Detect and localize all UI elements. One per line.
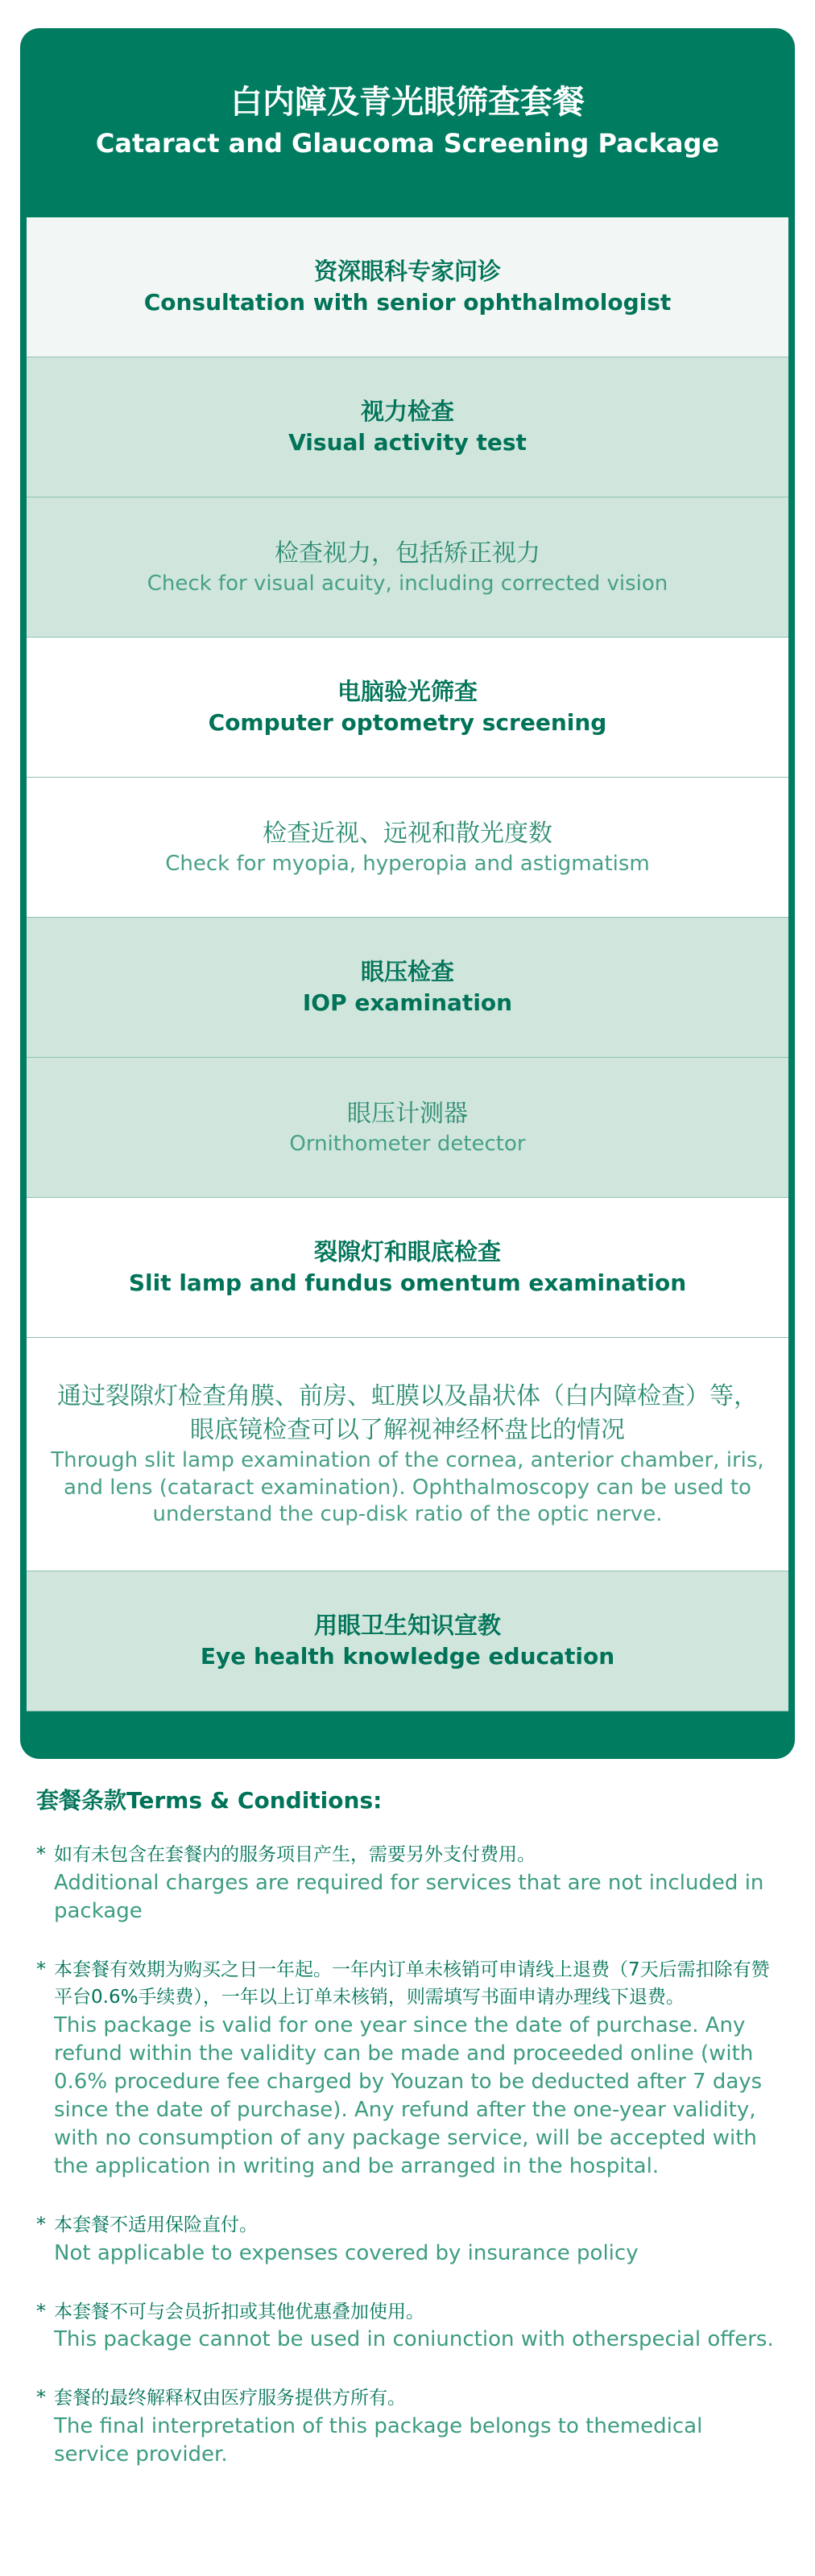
item-detail-en: Check for myopia, hyperopia and astigmatism (165, 851, 650, 876)
item-detail-en: Ornithometer detector (289, 1131, 526, 1156)
terms-section (36, 1783, 781, 2500)
item-detail-slit-lamp (27, 1338, 788, 1571)
item-title-zh: 眼压检查 (360, 958, 454, 986)
item-detail-optometry (27, 778, 788, 918)
term-text-en: The final interpretation of this package belongs to themedical service provider. (54, 2413, 703, 2467)
term-text-zh: 如有未包含在套餐内的服务项目产生，需要另外支付费用。 (54, 1844, 536, 1865)
item-title-zh: 视力检查 (360, 398, 454, 426)
item-title-zh: 电脑验光筛查 (337, 678, 478, 706)
item-detail-visual-test (27, 497, 788, 638)
item-title-en: Visual activity test (288, 429, 527, 456)
item-detail-en: Check for visual acuity, including corrected vision (147, 571, 668, 596)
item-row-visual-test (27, 357, 788, 497)
bullet-asterisk: * (36, 1957, 46, 1980)
term-item (36, 2211, 781, 2268)
item-title-zh: 资深眼科专家问诊 (313, 258, 501, 286)
bullet-asterisk: * (36, 2213, 46, 2236)
item-row-consultation (27, 217, 788, 357)
item-detail-zh: 检查视力，包括矫正视力 (275, 539, 540, 568)
item-row-iop (27, 918, 788, 1058)
bullet-asterisk: * (36, 2299, 46, 2322)
package-card (20, 28, 795, 1759)
term-item (36, 1956, 781, 2182)
item-detail-zh: 检查近视、远视和散光度数 (263, 819, 552, 848)
item-title-en: Slit lamp and fundus omentum examination (128, 1269, 687, 1297)
item-detail-zh: 通过裂隙灯检查角膜、前房、虹膜以及晶状体（白内障检查）等，眼底镜检查可以了解视神经杯盘比的情况 (57, 1381, 758, 1444)
bullet-asterisk: * (36, 2386, 46, 2409)
package-title-zh: 白内障及青光眼筛查套餐 (230, 84, 585, 122)
package-header (20, 28, 795, 215)
term-item (36, 1841, 781, 1926)
term-text-zh: 本套餐有效期为购买之日一年起。一年内订单未核销可申请线上退费（7天后需扣除有赞平台0.6%手续费），一年以上订单未核销，则需填写书面申请办理线下退费。 (54, 1959, 770, 2008)
item-title-en: Computer optometry screening (208, 709, 607, 737)
term-item (36, 2298, 781, 2355)
term-text-en: This package is valid for one year since the date of purchase. Any refund within the validity can be made and proceeded online (with 0.6% procedure fee charged by Youzan to be deducted after 7 days since the date of purchase). Any refund after the one-year validity, with no consumption of any package service, will be accepted with the application in writing and be arranged in the hospital. (54, 2013, 763, 2179)
item-title-en: Eye health knowledge education (200, 1643, 615, 1670)
package-items-table (27, 217, 788, 1711)
terms-title: 套餐条款Terms & Conditions: (36, 1787, 383, 1814)
bullet-asterisk: * (36, 1843, 46, 1865)
item-row-optometry (27, 638, 788, 778)
package-title-en: Cataract and Glaucoma Screening Package (95, 128, 720, 159)
item-title-zh: 裂隙灯和眼底检查 (313, 1238, 501, 1266)
item-title-en: IOP examination (302, 989, 513, 1017)
item-title-en: Consultation with senior ophthalmologist (143, 289, 672, 316)
term-text-zh: 套餐的最终解释权由医疗服务提供方所有。 (54, 2388, 406, 2409)
item-detail-iop (27, 1058, 788, 1198)
item-title-zh: 用眼卫生知识宣教 (313, 1612, 501, 1640)
term-text-en: Additional charges are required for services that are not included in package (54, 1870, 764, 1923)
term-text-en: This package cannot be used in coniunction with otherspecial offers. (54, 2327, 774, 2352)
term-text-zh: 本套餐不适用保险直付。 (54, 2215, 258, 2236)
item-detail-zh: 眼压计测器 (347, 1099, 468, 1128)
term-text-zh: 本套餐不可与会员折扣或其他优惠叠加使用。 (54, 2301, 424, 2322)
term-item (36, 2384, 781, 2469)
item-row-slit-lamp (27, 1198, 788, 1338)
item-detail-en: Through slit lamp examination of the cornea, anterior chamber, iris, and lens (cataract examination). Ophthalmoscopy can be used to understand the cup-disk ratio of the optic nerve. (51, 1447, 764, 1527)
item-row-eye-health (27, 1571, 788, 1711)
term-text-en: Not applicable to expenses covered by insurance policy (54, 2240, 639, 2265)
